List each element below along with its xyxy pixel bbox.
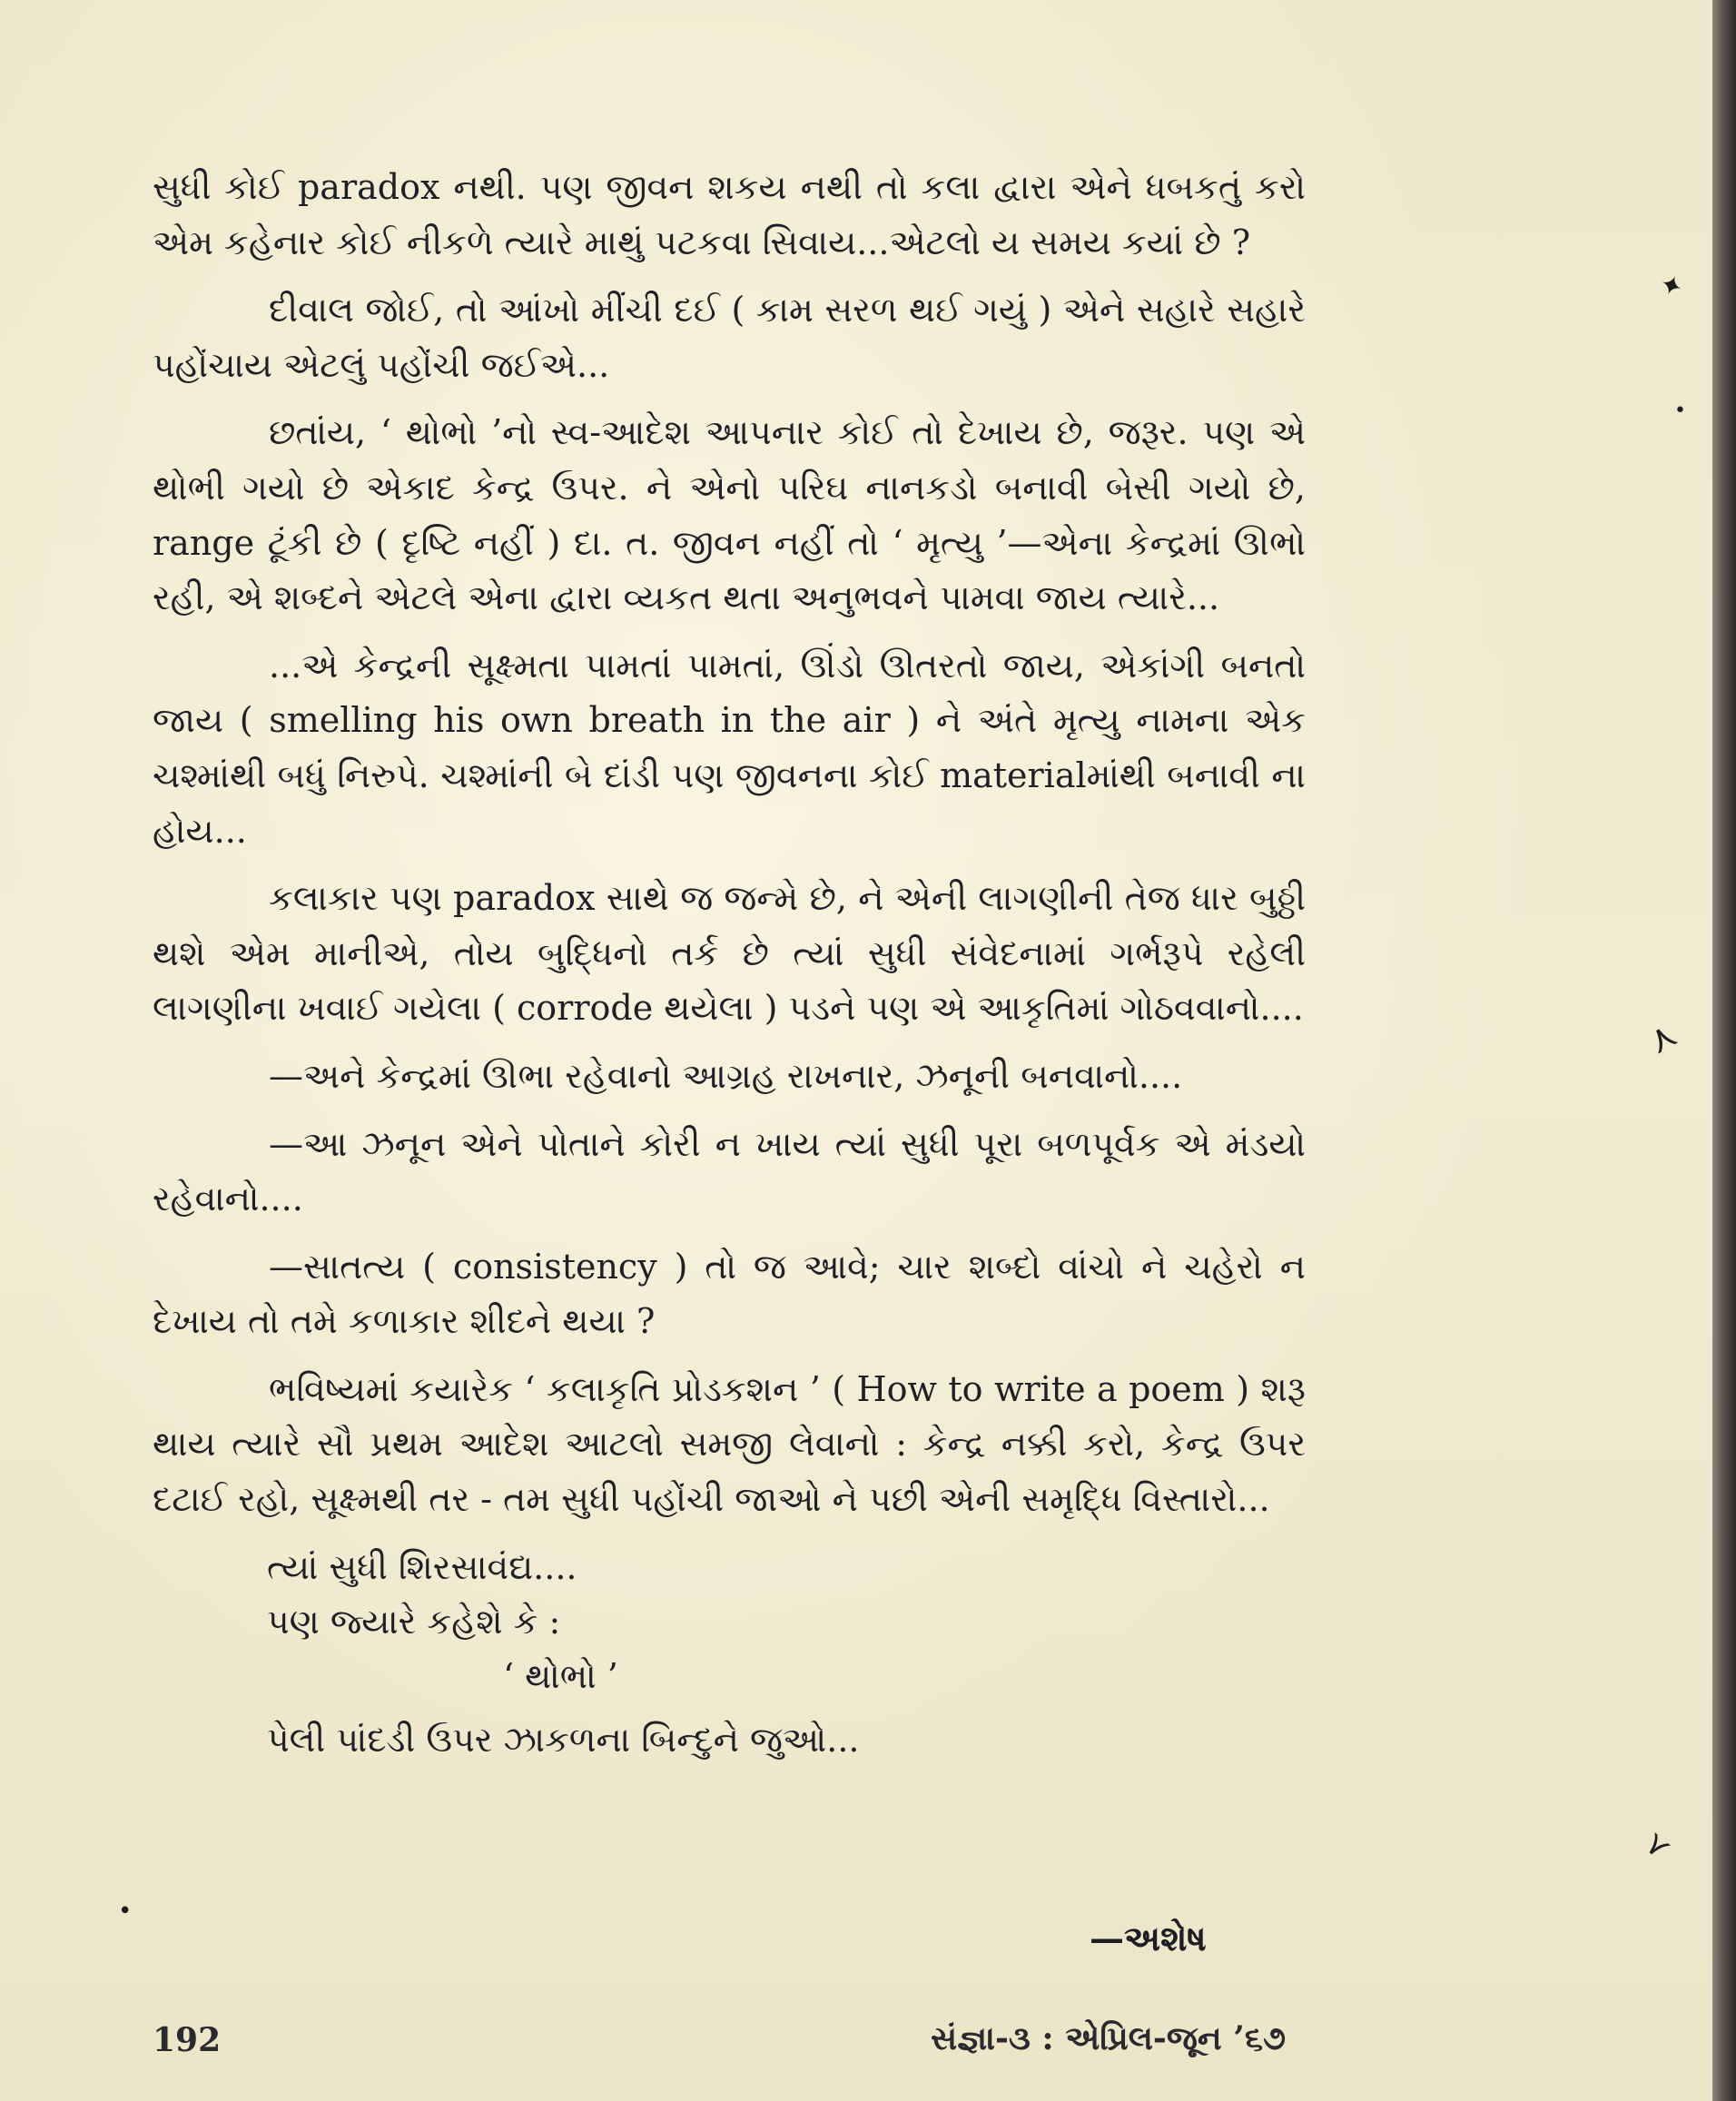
- article-body: [153, 160, 1306, 1767]
- ink-speck: •: [118, 1898, 133, 1925]
- author-signature: —અશેષ: [1090, 1918, 1207, 1958]
- paragraph: સુધી કોઈ paradox નથી. પણ જીવન શકય નથી તો કલા દ્વારા એને ધબકતું કરો એમ કહેનાર કોઈ નીકળે ત્યારે માથું પટકવા સિવાય...એટલો ય સમય કયાં છે ?: [153, 167, 1306, 262]
- journal-footer: સંજ્ઞા-૩ : એપ્રિલ-જૂન ’૬૭: [931, 2019, 1286, 2057]
- verse-line: ‘ થોભો ’: [503, 1655, 618, 1696]
- paragraph: ભવિષ્યમાં કયારેક ‘ કલાકૃતિ પ્રોડકશન ’ ( How to write a poem ) શરૂ થાય ત્યારે સૌ પ્રથમ આદેશ આટલો સમજી લેવાનો : કેન્દ્ર નક્કી કરો, કેન્દ્ર ઉપર દટાઈ રહો, સૂક્ષ્મથી તર - તમ સુધી પહોંચી જાઓ ને પછી એની સમૃદ્ધિ વિસ્તારો...: [153, 1368, 1306, 1520]
- paragraph: —આ ઝનૂન એને પોતાને કોરી ન ખાય ત્યાં સુધી પૂરા બળપૂર્વક એ મંડયો રહેવાનો....: [153, 1123, 1306, 1219]
- ink-speck: •: [1674, 399, 1686, 422]
- scan-edge-shadow: [1712, 0, 1736, 2101]
- paragraph: કલાકાર પણ paradox સાથે જ જન્મે છે, ને એની લાગણીની તેજ ધાર બુઠ્ઠી થશે એમ માનીએ, તોય બુદ્ધિનો તર્ક છે ત્યાં સુધી સંવેદનામાં ગર્ભરૂપે રહેલી લાગણીના ખવાઈ ગયેલા ( corrode થયેલા ) પડને પણ એ આકૃતિમાં ગોઠવવાનો....: [153, 878, 1306, 1029]
- ink-speck: ⋎: [1635, 1823, 1679, 1868]
- ink-speck: ⋏: [1640, 1012, 1684, 1063]
- paragraph: ...એ કેન્દ્રની સૂક્ષ્મતા પામતાં પામતાં, ઊંડો ઊતરતો જાય, એકાંગી બનતો જાય ( smelling his own breath in the air ) ને અંતે મૃત્યુ નામના એક ચશ્માંથી બધું નિરુપે. ચશ્માંની બે દાંડી પણ જીવનના કોઈ materialમાંથી બનાવી ના હોય...: [153, 645, 1306, 851]
- ink-speck: ✦: [1654, 267, 1688, 306]
- closing-line: પેલી પાંદડી ઉપર ઝાકળના બિન્દુને જુઓ...: [267, 1719, 860, 1760]
- paragraph: —સાતત્ય ( consistency ) તો જ આવે; ચાર શબ્દો વાંચો ને ચહેરો ન દેખાય તો તમે કળાકાર શીદને થયા ?: [153, 1246, 1306, 1342]
- verse-stanza: [267, 1540, 1306, 1703]
- verse-line: પણ જ્યારે કહેશે કે :: [267, 1601, 561, 1642]
- verse-line: ત્યાં સુધી શિરસાવંદ્ય....: [267, 1546, 577, 1587]
- page-number: 192: [153, 2021, 222, 2059]
- paragraph: છતાંય, ‘ થોભો ’નો સ્વ-આદેશ આપનાર કોઈ તો દેખાય છે, જરૂર. પણ એ થોભી ગયો છે એકાદ કેન્દ્ર ઉપર. ને એનો પરિઘ નાનકડો બનાવી બેસી ગયો છે, range ટૂંકી છે ( દૃષ્ટિ નહીં ) દા. ત. જીવન નહીં તો ‘ મૃત્યુ ’—એના કેન્દ્રમાં ઊભો રહી, એ શબ્દને એટલે એના દ્વારા વ્યકત થતા અનુભવને પામવા જાય ત્યારે...: [153, 412, 1306, 618]
- paragraph: દીવાલ જોઈ, તો આંખો મીંચી દઈ ( કામ સરળ થઈ ગયું ) એને સહારે સહારે પહોંચાય એટલું પહોંચી જઈએ...: [153, 290, 1306, 385]
- paragraph: —અને કેન્દ્રમાં ઊભા રહેવાનો આગ્રહ રાખનાર, ઝનૂની બનવાનો....: [269, 1055, 1183, 1096]
